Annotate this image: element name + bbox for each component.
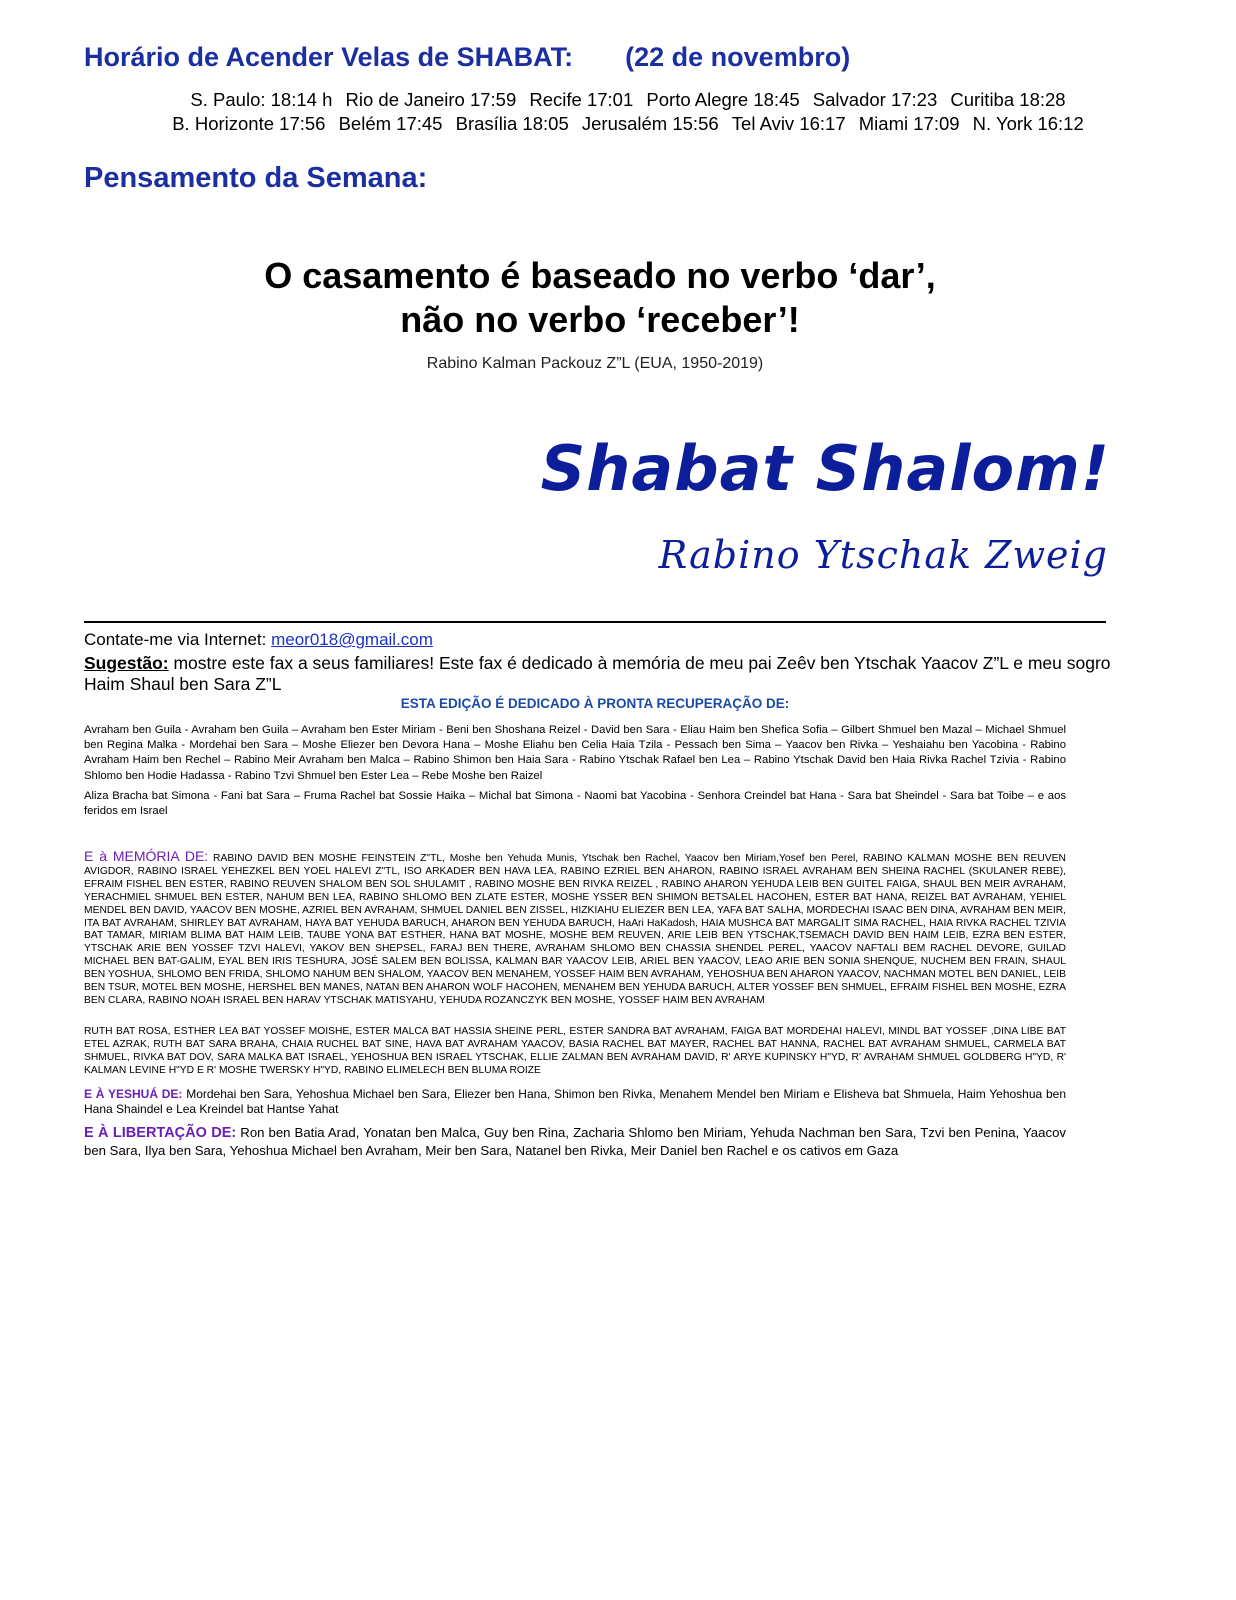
- contact-label: Contate-me via Internet:: [84, 630, 267, 649]
- suggestion-paragraph: [84, 653, 1114, 695]
- city-time: S. Paulo: 18:14 h: [190, 89, 333, 110]
- city-time: N. York 16:12: [972, 113, 1084, 134]
- recovery-list-men: Avraham ben Guila - Avraham ben Guila – Avraham ben Ester Miriam - Beni ben Shoshana Reizel - David ben Sara - Eliau Haim ben Shefica Sofia – Gilbert Shmuel ben Mazal – Michael Shmuel ben Regina Malka - Mordehai ben Sara – Moshe Eliezer ben Devora Hana – Moshe Eliahu ben Celia Haia Tzila - Pessach ben Sima – Yaacov ben Rivka – Yeshaiahu ben Yacobina - Rabino Avraham Haim ben Rechel – Rabino Meir Avraham ben Malca – Rabino Shimon ben Haia Sara - Rabino Ytschak Rafael ben Lea – Rabino Ytschak David ben Haia Rivka Rachel Tzivia - Rabino Shlomo ben Hodie Hadassa - Rabino Tzvi Shmuel ben Ester Lea – Rebe Moshe ben Raizel: [84, 724, 1066, 782]
- city-time: Miami 17:09: [858, 113, 960, 134]
- candle-lighting-heading: [84, 42, 850, 73]
- recovery-list-women: Aliza Bracha bat Simona - Fani bat Sara – Fruma Rachel bat Sossie Haika – Michal bat Simona - Naomi bat Yacobina - Senhora Creindel bat Hana - Sara bat Sheindel - Sara bat Toibe – e aos feridos em Israel: [84, 790, 1066, 818]
- suggestion-text: mostre este fax a seus familiares! Este fax é dedicado à memória de meu pai Zeêv ben Ytschak Yaacov Z”L e meu sogro Haim Shaul ben Sara Z”L: [84, 653, 1111, 694]
- contact-line: [84, 630, 433, 650]
- city-time: Brasília 18:05: [455, 113, 569, 134]
- city-time: Belém 17:45: [338, 113, 443, 134]
- city-time: Rio de Janeiro 17:59: [345, 89, 517, 110]
- yeshua-text: Mordehai ben Sara, Yehoshua Michael ben Sara, Eliezer ben Hana, Shimon ben Rivka, Menahem Mendel ben Miriam e Elisheva bat Shmuela, Haim Yehoshua ben Hana Shaindel e Lea Kreindel bat Hantse Yahat: [84, 1087, 1066, 1116]
- city-time: Salvador 17:23: [812, 89, 938, 110]
- city-time: Tel Aviv 16:17: [731, 113, 846, 134]
- thought-heading: Pensamento da Semana:: [84, 162, 428, 194]
- recovery-heading: ESTA EDIÇÃO É DEDICADO À PRONTA RECUPERAÇÃO DE:: [400, 696, 790, 711]
- email-link[interactable]: meor018@gmail.com: [271, 630, 433, 649]
- yeshua-paragraph: [84, 1087, 1066, 1117]
- quote-author: Rabino Kalman Packouz Z”L (EUA, 1950-2019): [426, 355, 764, 372]
- city-time: Porto Alegre 18:45: [646, 89, 800, 110]
- city-time: Jerusalém 15:56: [581, 113, 719, 134]
- memory-list-men: [84, 850, 1066, 1008]
- quote-line-2: não no verbo ‘receber’!: [400, 299, 800, 340]
- memory-list-women: RUTH BAT ROSA, ESTHER LEA BAT YOSSEF MOISHE, ESTER MALCA BAT HASSIA SHEINE PERL, ESTER SANDRA BAT AVRAHAM, FAIGA BAT MORDEHAI HALEVI, MINDL BAT YOSSEF ,DINA LIBE BAT ETEL AZRAK, RUTH BAT SARA BRAHA, CHAIA RUCHEL BAT SINE, HAVA BAT AVRAHAM YAACOV, BASIA RACHEL BAT MAYER, RACHEL BAT HANNA, RACHEL BAT AVRAHAM SHMUEL, CARMELA BAT SHMUEL, RIVKA BAT DOV, SARA MALKA BAT ISRAEL, YEHOSHUA BEN ISRAEL YTSCHAK, ELLIE ZALMAN BEN AVRAHAM DAVID, R' ARYE KUPINSKY H"YD, R' AVRAHAM SHMUEL GOLDBERG H"YD, R' KALMAN LEVINE H"YD E R' MOSHE TWERSKY H"YD, RABINO ELIMELECH BEN BLUMA ROIZE: [84, 1026, 1066, 1076]
- divider: [84, 621, 1106, 623]
- liberation-paragraph: [84, 1124, 1066, 1159]
- candle-times-line-1: [0, 89, 1236, 111]
- liberation-label: E À LIBERTAÇÃO DE:: [84, 1125, 237, 1141]
- candle-lighting-date: (22 de novembro): [625, 42, 851, 72]
- memory-text: RABINO DAVID BEN MOSHE FEINSTEIN Z"TL, Moshe ben Yehuda Munis, Ytschak ben Rachel, Yaacov ben Miriam,Yosef ben Perel, RABINO KALMAN MOSHE BEN REUVEN AVIGDOR, RABINO ISRAEL YEHEZKEL BEN YOEL HALEVI Z"TL, ISO ARKADER BEN HAVA LEA, RABINO EZRIEL BEN AHARON, RABINO ISRAEL AVRAHAM BEN SHEINA RACHEL (SKULANER REBE), EFRAIM FISHEL BEN ESTER, RABINO REUVEN SHALOM BEN SOL SHULAMIT , RABINO MOSHE BEN RIVKA REIZEL , RABINO AHARON YEHUDA LEIB BEN GUITEL FAIGA, SHAUL BEN MEIR AVRAHAM, YERACHMIEL SHMUEL BEN ESTER, NAHUM BEN LEA, RABINO SHLOMO BEN ZLATE ESTER, MOSHE YSSER BEN SHIMON BETSALEL HACOHEN, ESTER BAT HANA, REIZEL BAT AVRAHAM, YEHIEL MENDEL BEN DAVID, YAACOV BEN MOSHE, AZRIEL BEN AVRAHAM, SHMUEL DANIEL BEN ZISSEL, HIZKIAHU ELIEZER BEN LEA, YAFA BAT SALHA, MORDECHAI ISAAC BEN DINA, AVRAHAM BEN MEIR, ITA BAT AVRAHAM, SHIRLEY BAT AVRAHAM, HAYA BAT YEHUDA BARUCH, AHARON BEN YEHUDA BARUCH, HaAri HaKadosh, HAIA MUSHCA BAT MARGALIT SIMA RACHEL, HAIA RIVKA RACHEL TZIVIA BAT TAMAR, MIRIAM BLIMA BAT HAIM LEIB, TAUBE YONA BAT ESTHER, HANA BAT MOSHE, MOSHE BEM REUVEN, ARIE LEIB BEN YTSCHAK,TSEMACH DAVID BEN HAIM LEIB, EZRA BEN ESTER, YTSCHAK ARIE BEN YOSSEF TZVI HALEVI, YAKOV BEN SHEPSEL, FARAJ BEN THERE, AVRAHAM SHLOMO BEN CHASSIA SHENDEL PEREL, YAACOV NAFTALI BEM RACHEL DEVORE, GUILAD MICHAEL BEN BAT-GALIM, EYAL BEN IRIS TESHURA, JOSÉ SALEM BEN BOLISSA, KALMAN BAR YAACOV LEIB, ARIEL BEN YAACOV, LEAO ARIE BEN SONIA SHENQUE, NUCHEM BEN FRAIN, SHAUL BEN YOSHUA, SHLOMO BEN FRIDA, SHLOMO NAHUM BEN SHALOM, YAACOV BEN MENAHEM, YOSSEF HAIM BEN AVRAHAM, YEHOSHUA BEN AHARON YAACOV, NACHMAN MOTEL BEN DANIEL, LEIB BEN TSUR, MOTEL BEN MOSHE, HERSHEL BEN MANES, NATAN BEN AHARON WOLF HACOHEN, MENAHEM BEN YEHUDA BARUCH, ALTER YOSSEF BEN SHMUEL, EFRAIM FISHEL BEN MOSHE, EZRA BEN CLARA, RABINO NOAH ISRAEL BEN HARAV YTSCHAK MATISYAHU, YEHUDA ROZANCZYK BEN MOSHE, YOSSEF HAIM BEN AVRAHAM: [84, 853, 1066, 1006]
- city-time: Curitiba 18:28: [950, 89, 1066, 110]
- liberation-text: Ron ben Batia Arad, Yonatan ben Malca, Guy ben Rina, Zacharia Shlomo ben Miriam, Yehuda Nachman ben Sara, Tzvi ben Penina, Yaacov ben Sara, Ilya ben Sara, Yehoshua Michael ben Avraham, Meir ben Sara, Natanel ben Rivka, Meir Daniel ben Rachel e os cativos em Gaza: [84, 1125, 1066, 1158]
- quote-line-1: O casamento é baseado no verbo ‘dar’,: [264, 255, 936, 296]
- memory-label: E à MEMÓRIA DE:: [84, 848, 209, 864]
- signature: Rabino Ytschak Zweig: [658, 533, 1108, 577]
- city-time: Recife 17:01: [529, 89, 634, 110]
- suggestion-label: Sugestão:: [84, 653, 169, 673]
- yeshua-label: E À YESHUÁ DE:: [84, 1087, 183, 1101]
- candle-lighting-title: Horário de Acender Velas de SHABAT:: [84, 42, 574, 72]
- shabat-shalom-greeting: Shabat Shalom!: [540, 432, 1110, 505]
- city-time: B. Horizonte 17:56: [172, 113, 326, 134]
- candle-times-line-2: [0, 113, 1236, 135]
